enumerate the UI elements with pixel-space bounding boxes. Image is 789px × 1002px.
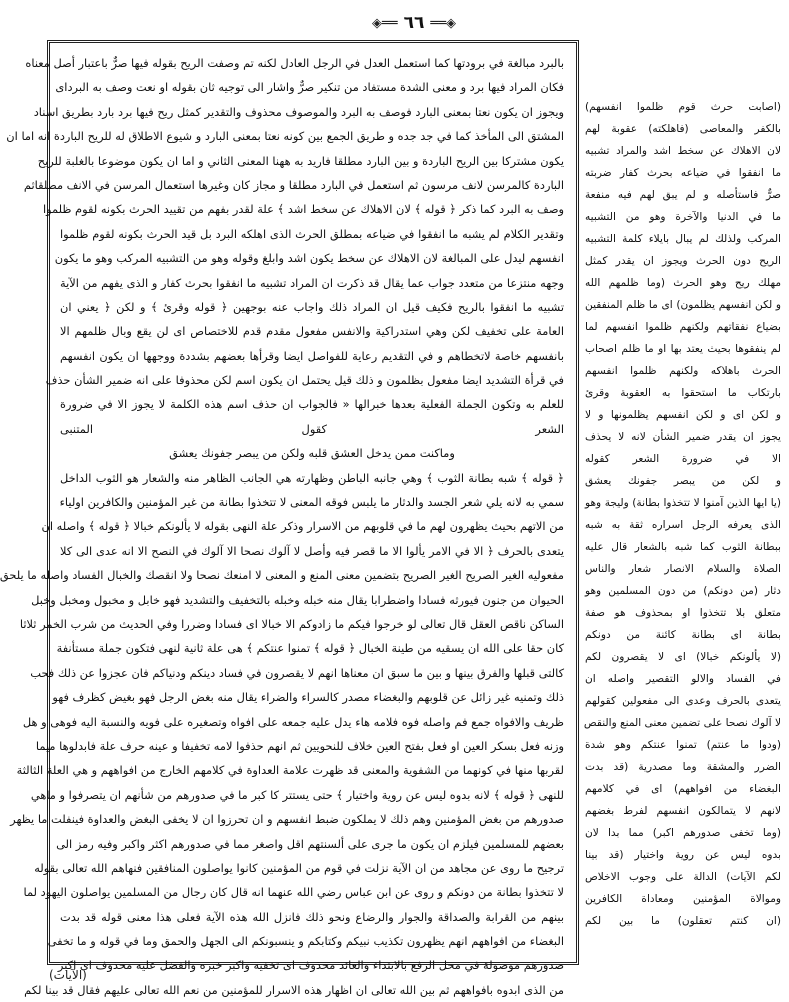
main-text-line: ترجيح ما روى عن مجاهد من ان الآية نزلت في قوم من المؤمنين كانوا يواصلون المنافقين فنهاهم الله تعالى بقوله — [34, 860, 564, 875]
main-text-line: ﴿ قوله ﴾ شبه بطانة الثوب ﴾ وهي جانبه الباطن وظهارته هي الجانب الظاهر منه والشعار هو الثوب الداخل — [60, 470, 564, 485]
margin-text-line: البغضاء من افواههم) اى في كلامهم — [585, 783, 781, 795]
main-text-line: تشبيه ما انفقوا بالريح فكيف قيل ان المراد ذلك واجاب عنه بوجهين ﴿ قوله وقرئ ﴾ و لكن ﴿ يعني ان — [60, 299, 564, 314]
main-text-line: لا تتخذوا بطانة من دونكم و روى عن ابن عباس رضي الله عنهما انه قال كان رجال من المسلمين يواصلون اليهود لما — [23, 885, 564, 900]
main-text-line: صدورهم موصولة في محل الرفع بالابتداء والعائد محذوف اى تخفيه واكبر خبره والفضل عليه محذوف اى اكبر — [57, 958, 564, 973]
margin-text-line: بدوه ليس عن روية واختيار (قد بينا — [585, 849, 781, 861]
margin-text-line: لكم الآيات) الدالة على وجوب الاخلاص — [585, 871, 781, 883]
catchword: (الآيات) — [49, 968, 87, 982]
margin-text-line: و لكن اى و لكن انفسهم يظلمونها و لا — [585, 409, 781, 421]
margin-text-line: و لكن انفسهم يظلمون) اى ما ظلم المنفقين — [585, 299, 781, 311]
main-text-line: وزنه فعل بسكر العين او فعل بفتح العين خلاف للنحويين ثم انهم حذفوا لامه تخفيفا و عينه حرف علة فابدلوها ميما — [35, 738, 564, 753]
main-text-line: الحيوان من جنون فيورثه فسادا واضطرابا يقال منه خبله وخبله بالتخفيف والتشديد فهو خابل و مخبول ومخبل وخبل — [31, 592, 564, 607]
main-text-line: للعلم به وتكون الجملة الفعلية بعدها خبرالها « فالجواب ان حذف اسم هذه الكلمة لا يجوز الا في ضرورة — [60, 397, 564, 412]
margin-text-line: بالكفر والمعاصى (فاهلكته) عقوبة لهم — [585, 123, 781, 135]
margin-text-line: (يا ايها الذين آمنوا لا تتخذوا بطانة) وليجة وهو — [585, 497, 781, 509]
margin-text-line: الريح دون الحرث ويجوز ان يقدر كمثل — [585, 255, 781, 267]
margin-text-line: الضرر والمشقة وما مصدرية (قد بدت — [585, 761, 781, 773]
main-text-line: من الذى ابدوه بافواههم ثم بين الله تعالى ان اظهار هذه الاسرار للمؤمنين من نعم الله تعالى عليهم فقال قد بينا لكم — [24, 982, 564, 997]
margin-text-line: في الفساد والالو التقصير واصله ان — [585, 673, 781, 685]
margin-text-line: دثار (من دونكم) من دون المسلمين وهو — [585, 585, 781, 597]
main-text-line: للنهى ﴿ قوله ﴾ لانه بدوه ليس عن روية واختيار ﴾ حتى يستتر كا كبر ما في صدورهم من شأنهم ان يتصرفوا و ماهي — [30, 787, 564, 802]
margin-text-line: يجوز ان يقدر ضمير الشأن لانه لا يحذف — [585, 431, 781, 443]
main-text-line: يتعدى بالحرف ﴿ الا في الامر يألوا الا ما قصر فيه وأصل لا آلوك نصحا الا آلوك في النصح الا انه عدى الى كلا — [60, 543, 564, 558]
margin-text-line: بطانة اى بطانة كائنة من دونكم — [585, 629, 781, 641]
margin-text-line: لم ينفقوها بحيث يعتد بها او ما ظلم اصحاب — [585, 343, 781, 355]
main-text-line: انفسهم ليدل على المبالغة لان الاهلاك عن سخط يكون اشد وابلغ وقوله وهو من التشبيه المركب وهو ما يكون — [54, 251, 564, 266]
margin-text-line: الحرث باهلاكه ولكنهم ظلموا انفسهم — [585, 365, 781, 377]
main-text-line: صدورهم من بغض المؤمنين وهم ذلك لا يملكون ضبط انفسهم و ان تحرزوا ان لا يخفى البغض والعداوة فينفلت ما يظهر — [10, 812, 564, 827]
main-text-line: بانفسهم خاصة لاتخطاهم و في التقديم رعاية للفواصل ايضا وقرأها بعضهم بشددة ووجهها ان يكون انفسهم — [60, 348, 564, 363]
page-header — [39, 10, 789, 36]
main-text-line: البغضاء من افواههم انهم يظهرون تكذيب نبيكم وكتابكم و ينسبونكم الى الجهل والحمق وما في قوله و ما تخفى — [47, 934, 564, 949]
main-text-line: كالتى قبلها والفرق بينها و بين ما سبق ان معناها انهم لا يقصرون في فساد دينكم ودنياكم فان عجزوا عن ذلك فحب — [30, 665, 564, 680]
main-text-line: وجهه منتزعا من متعدد جواب عما يقال قد ذكرت ان المراد تشبيه ما انفقوا بحرث كفار و الذى يفهم من الآية — [60, 275, 564, 290]
margin-text-line: (وما تخفى صدورهم اكبر) مما بدا لان — [585, 827, 781, 839]
main-text-line: الباردة كالمرسن لانف مرسون ثم استعمل في البارد مطلقا و مجاز كان وغيرها استعمال المرسن في الانف مطلقاثم — [23, 177, 564, 192]
margin-text-line: متعلق بلا تتخذوا او بمحذوف هو صفة — [585, 607, 781, 619]
margin-text-line: وموالاة المؤمنين ومعاداة الكافرين — [585, 893, 781, 905]
margin-text-line: لا آلوك نصحا على تضمين معنى المنع والنقص — [583, 717, 781, 729]
margin-text-line: الذى يعرفه الرجل اسراره ثقة به شبه — [585, 519, 781, 531]
page-number: ٦٦ — [403, 13, 425, 33]
main-text-line: بالبرد مبالغة في برودتها كما استعمل العدل في الرجل العادل لكنه تم وصفت الريح بقوله فيها صرٌّ باعتبار أصل معناه — [25, 56, 564, 70]
main-text-line: الساكن ناقص العقل قال تعالى لو خرجوا فيكم ما زادوكم الا خبالا اى فسادا وضررا وفي الحديث من شرب الخمر ثلاثا — [19, 616, 564, 631]
main-text-line: مفعوليه الغير الصريح الغير الصريح بتضمين معنى المنع و المعنى لا امنعك نصحا ولا انقصك والخبال الفساد واصله ما يلحق — [0, 568, 564, 583]
margin-text-line: و لكن من يبصر جفونك يعشق — [585, 475, 781, 487]
margin-commentary — [583, 96, 781, 927]
main-text-line: المشتق الى المأخذ كما في جد جده و طريق الجمع بين كونه نعتا بمعنى البارد و شيوع الاطلاق له للريح الباردة انه اما ان — [6, 129, 564, 144]
main-text-line: ظريف والافواه جمع فم واصله فوه فلامه هاء يدل عليه جمعه على افواه وتصغيره على فويه والنسبة اليه فوهى و هل — [22, 714, 564, 729]
main-text-line: وتقدير الكلام لم يشبه ما انفقوا في ضياعه بمطلق الحرث الذى اهلكه البرد بل قيد الحرث بكونه لقوم ظلموا — [60, 226, 564, 241]
margin-text-line: لانهم لا يتمالكون انفسهم لفرط بغضهم — [585, 805, 781, 817]
main-text-line: الشعر كقول المتنبى — [60, 421, 564, 436]
margin-text-line: يتعدى بالحرف وعدى الى مفعولين كقولهم — [585, 695, 781, 707]
main-text-line: من الاتهم بحيث يظهرون لهم ما في قلوبهم من الاسرار وذكر علة النهى بقوله لا يألونكم خبالا ﴿ قوله ﴾ واصله ان — [41, 519, 564, 534]
margin-text-line: الا في ضرورة الشعر كقوله — [585, 453, 781, 465]
main-text-line: بينهم من القرابة والصداقة والجوار والرضاع ونحو ذلك فانزل الله هذه الآية فعلى هذا معنى قوله قد بدت — [60, 909, 564, 924]
margin-text-line: بارتكاب ما استحقوا به العقوبة وقرئ — [585, 387, 781, 399]
main-text-line: لقربها منها في كونهما من الشفوية والمعنى قد ظهرت علامة العداوة في كلامهم الخارج من افواههم و هي العلة الثالثة — [16, 763, 564, 778]
margin-text-line: (ودوا ما عنتم) تمنوا عنتكم وهو شدة — [585, 739, 781, 751]
main-text-line: العامة على تخفيف لكن وهي استدراكية والانفس مفعول مقدم قدم للاختصاص اى لن يقع وبال ظلمهم الا — [60, 324, 564, 339]
margin-text-line: ما في الدنيا والآخرة وهو من التشبيه — [585, 211, 781, 223]
main-text-line: فكان المراد فيها برد و معنى الشدة مستفاد من تنكير صرٌّ واشار الى توجيه ثان بقوله او نعت وصف به البرداى — [55, 80, 564, 95]
margin-text-line: صرٌّ فاستأصله و لم يبق لهم فيه منفعة — [585, 189, 781, 201]
margin-text-line: الصلاة والسلام الانصار شعار والناس — [585, 563, 781, 575]
main-text-line: وماكنت ممن يدخل العشق قلبه ولكن من يبصر جفونك يعشق — [169, 446, 455, 461]
margin-text-line: المركب ولذلك لم يبال بايلاء كلمة التشبيه — [585, 233, 781, 245]
main-text-line: سمي به لانه يلي شعر الجسد والدثار ما يلبس فوقه المعنى لا تتخذوا بطانة من غير المؤمنين والكافرين اولياء — [59, 495, 564, 510]
margin-text-line: (اصابت حرث قوم ظلموا انفسهم) — [585, 101, 781, 113]
ornament-left: ══◈ — [371, 15, 398, 31]
main-text-line: يكون مشتركا بين الريح الباردة و بين البارد مطلقا فاريد به ههنا المعنى الثاني و اما ان يكون موضوعا بالغلبة للريح — [37, 153, 564, 168]
margin-text-line: (لا يألونكم خبالا) اى لا يقصرون لكم — [585, 651, 781, 663]
margin-text-line: بضياع نفقاتهم ولكنهم ظلموا انفسهم لما — [585, 321, 781, 333]
main-text-line: وصف به البرد كما ذكر ﴿ قوله ﴾ لان الاهلاك عن سخط اشد ﴾ علة لقدر بفهم من تقييد الحرث بكونه لقوم ظلموا — [42, 202, 564, 217]
margin-text-line: مهلك ريح وهو الحرث (وما ظلمهم الله — [585, 277, 781, 289]
main-text-line: في قرأة التشديد ايضا مفعول بظلمون و ذلك قيل يحتمل ان يكون اسم لكن محذوفا على انه ضمير الشأن حذف — [45, 373, 564, 388]
margin-text-line: ما انفقوا في ضياعه بحرث كفار ضربته — [585, 167, 781, 179]
main-text-line: ويجوز ان يكون نعتا بمعنى البارد فوصف به البرد والموصوف محذوف والتقدير كمثل ريح فيها برد بارد بطريق اسناد — [33, 104, 564, 119]
margin-text-line: (ان كنتم تعقلون) ما بين لكم — [585, 915, 781, 927]
margin-text-line: ببطانة الثوب كما شبه بالشعار قال عليه — [585, 541, 781, 553]
main-text-line: بعضهم للمسلمين فيلزم ان يكون ما جرى على ألسنتهم اقل واصغر مما في صدورهم اكثر واكبر وفيه رمز الى — [56, 836, 564, 851]
main-text-line: كان حقا على الله ان يسقيه من طينة الخبال ﴿ قوله ﴾ تمنوا عنتكم ﴾ هى علة ثانية لنهى فتكون جملة مستأنفة — [56, 641, 564, 656]
margin-text-line: لان الاهلاك عن سخط اشد والمراد تشبيه — [585, 145, 781, 157]
main-text-line: ذلك وتمنيه غير زائل عن قلوبهم والبغضاء مصدر كالسراء والضراء يقال منه بغض الرجل فهو بغيض كظرف فهو — [52, 690, 564, 705]
ornament-right: ◈══ — [430, 15, 457, 31]
